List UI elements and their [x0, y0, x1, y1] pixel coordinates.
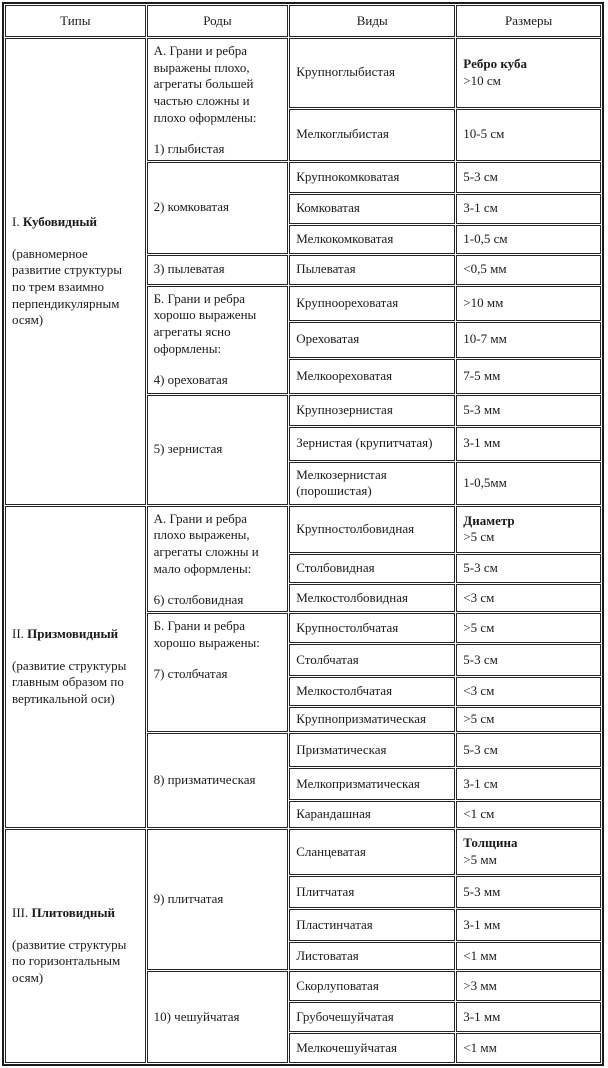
size-value: <1 мм [463, 1039, 497, 1055]
size-header: Диаметр [463, 512, 515, 528]
size-header: Ребро куба [463, 56, 527, 72]
type-note: (развитие структуры главным образом по вертикальной оси) [12, 657, 127, 706]
size-cell [456, 322, 601, 358]
genus-name: 1) глыбистая [153, 141, 225, 157]
size-value: 3-1 мм [463, 1008, 501, 1024]
species-cell: Мелкокомковатая [289, 225, 455, 254]
size-cell [456, 801, 601, 828]
genus-cell [147, 395, 289, 505]
genus-name: 5) зернистая [153, 441, 223, 457]
species-cell: Крупнопризматическая [289, 707, 455, 732]
size-value: 10-7 мм [463, 331, 507, 347]
size-cell [456, 677, 601, 706]
size-cell [456, 109, 601, 161]
species-cell: Мелкочешуйчатая [289, 1033, 455, 1063]
type-name: Кубовидный [22, 214, 97, 229]
size-value: 1-0,5мм [463, 474, 507, 490]
size-value: >5 см [463, 619, 495, 635]
header-row [5, 5, 601, 37]
size-value: 5-3 мм [463, 883, 501, 899]
genus-intro: А. Грани и ребра выражены плохо, агрегаты большей частью сложны и плохо оформлены: [153, 43, 257, 125]
species-cell: Пластинчатая [289, 909, 455, 941]
species-cell: Мелкоореховатая [289, 359, 455, 394]
genus-name: 10) чешуйчатая [153, 1008, 240, 1024]
species-cell: Крупнозернистая [289, 395, 455, 426]
type-note: (развитие структуры по горизонтальным осям) [12, 936, 127, 985]
species-cell: Мелкостолбчатая [289, 677, 455, 706]
type-title: I. Кубовидный [12, 214, 97, 229]
size-cell [456, 707, 601, 732]
genus-cell [147, 286, 289, 394]
column-header: Типы [5, 5, 146, 37]
size-cell [456, 971, 601, 1001]
genus-name: 6) столбовидная [153, 592, 244, 608]
table-header [5, 5, 601, 37]
species-cell: Зернистая (крупитчатая) [289, 427, 455, 461]
size-value: <3 см [463, 683, 495, 699]
size-cell [456, 584, 601, 612]
genus-intro: Б. Грани и ребра хорошо выражены: [153, 617, 260, 650]
size-value: 5-3 см [463, 560, 498, 575]
species-cell: Карандашная [289, 801, 455, 828]
size-value: >3 мм [463, 977, 497, 993]
species-cell: Столбчатая [289, 644, 455, 676]
size-value: <1 см [463, 806, 495, 822]
type-cell [5, 38, 146, 505]
genus-name: 3) пылеватая [153, 261, 225, 277]
species-cell: Крупностолбовидная [289, 506, 455, 553]
size-cell [456, 768, 601, 800]
size-cell [456, 506, 601, 553]
table-row [5, 506, 601, 553]
size-cell [456, 1033, 601, 1063]
size-value: 7-5 мм [463, 367, 501, 383]
size-cell [456, 1002, 601, 1032]
genus-cell [147, 506, 289, 612]
spacer [12, 922, 139, 937]
size-cell [456, 733, 601, 767]
size-cell [456, 829, 601, 875]
genus-cell [147, 613, 289, 732]
genus-cell [147, 162, 289, 254]
column-header: Роды [147, 5, 289, 37]
size-value: 3-1 см [463, 200, 498, 216]
size-value: 1-0,5 см [463, 230, 508, 246]
species-cell: Листоватая [289, 942, 455, 970]
column-header: Размеры [456, 5, 601, 37]
size-value: 5-3 см [463, 651, 498, 667]
spacer [154, 577, 282, 592]
size-value: 5-3 см [463, 741, 498, 757]
size-value: >5 мм [463, 851, 497, 867]
size-value: <3 см [463, 589, 495, 605]
size-value: >5 см [463, 711, 495, 727]
genus-cell [147, 733, 289, 828]
size-cell [456, 38, 601, 108]
species-cell: Грубочешуйчатая [289, 1002, 455, 1032]
spacer [154, 357, 282, 372]
species-cell: Крупноореховатая [289, 286, 455, 321]
size-cell [456, 255, 601, 285]
size-cell [456, 225, 601, 254]
column-header: Виды [289, 5, 455, 37]
size-cell [456, 286, 601, 321]
size-value: >10 см [463, 72, 501, 88]
species-cell: Скорлуповатая [289, 971, 455, 1001]
species-cell: Крупнокомковатая [289, 162, 455, 193]
species-cell: Мелкозернистая (порошистая) [289, 462, 455, 505]
species-cell: Пылеватая [289, 255, 455, 285]
genus-name: 7) столбчатая [153, 666, 228, 682]
size-cell [456, 876, 601, 908]
size-cell [456, 427, 601, 461]
size-value: 3-1 см [463, 775, 498, 791]
spacer [154, 126, 282, 141]
type-title: III. Плитовидный [12, 905, 116, 921]
size-cell [456, 613, 601, 643]
size-value: <1 мм [463, 947, 497, 963]
size-value: >10 мм [463, 294, 504, 310]
size-cell [456, 194, 601, 224]
size-value: 5-3 см [463, 168, 498, 184]
species-cell: Столбовидная [289, 554, 455, 583]
species-cell: Плитчатая [289, 876, 455, 908]
species-cell: Призматическая [289, 733, 455, 767]
type-title: II. Призмовидный [12, 626, 119, 642]
size-cell [456, 644, 601, 676]
size-cell [456, 554, 601, 583]
table-body [5, 38, 601, 1063]
size-cell [456, 462, 601, 505]
soil-structure-classification-table [2, 2, 604, 1066]
genus-cell [147, 255, 289, 285]
size-value: >5 см [463, 529, 495, 545]
size-value: 3-1 мм [463, 916, 501, 932]
genus-cell [147, 829, 289, 970]
size-cell [456, 162, 601, 193]
species-cell: Сланцеватая [289, 829, 455, 875]
species-cell: Мелкостолбовидная [289, 584, 455, 612]
table-row [5, 38, 601, 108]
type-cell [5, 506, 146, 828]
spacer [12, 231, 139, 246]
genus-name: 8) призматическая [153, 772, 256, 788]
type-cell [5, 829, 146, 1063]
size-value: 10-5 см [463, 126, 505, 142]
species-cell: Мелкоглыбистая [289, 109, 455, 161]
species-cell: Крупноглыбистая [289, 38, 455, 108]
species-cell: Крупностолбчатая [289, 613, 455, 643]
type-name: Плитовидный [31, 905, 116, 921]
genus-cell [147, 38, 289, 161]
size-cell [456, 395, 601, 426]
genus-name: 9) плитчатая [153, 891, 224, 907]
species-cell: Ореховатая [289, 322, 455, 358]
size-value: <0,5 мм [463, 261, 507, 277]
size-cell [456, 359, 601, 394]
genus-intro: Б. Грани и ребра хорошо выражены агрегаты ясно оформлены: [153, 290, 257, 356]
size-header: Толщина [463, 835, 518, 851]
genus-intro: А. Грани и ребра плохо выражены, агрегаты сложны и мало оформлены: [153, 510, 259, 576]
spacer [12, 643, 139, 658]
type-note: (равномерное развитие структуры по трем взаимно перпендикулярным осям) [12, 245, 122, 328]
species-cell: Мелкопризматическая [289, 768, 455, 800]
type-name: Призмовидный [27, 626, 119, 642]
size-value: 5-3 мм [463, 401, 501, 417]
size-value: 3-1 мм [463, 435, 501, 451]
species-cell: Комковатая [289, 194, 455, 224]
genus-name: 4) ореховатая [153, 372, 228, 388]
size-cell [456, 909, 601, 941]
table-row [5, 829, 601, 875]
spacer [154, 651, 282, 666]
genus-cell [147, 971, 289, 1063]
genus-name: 2) комковатая [153, 199, 229, 215]
